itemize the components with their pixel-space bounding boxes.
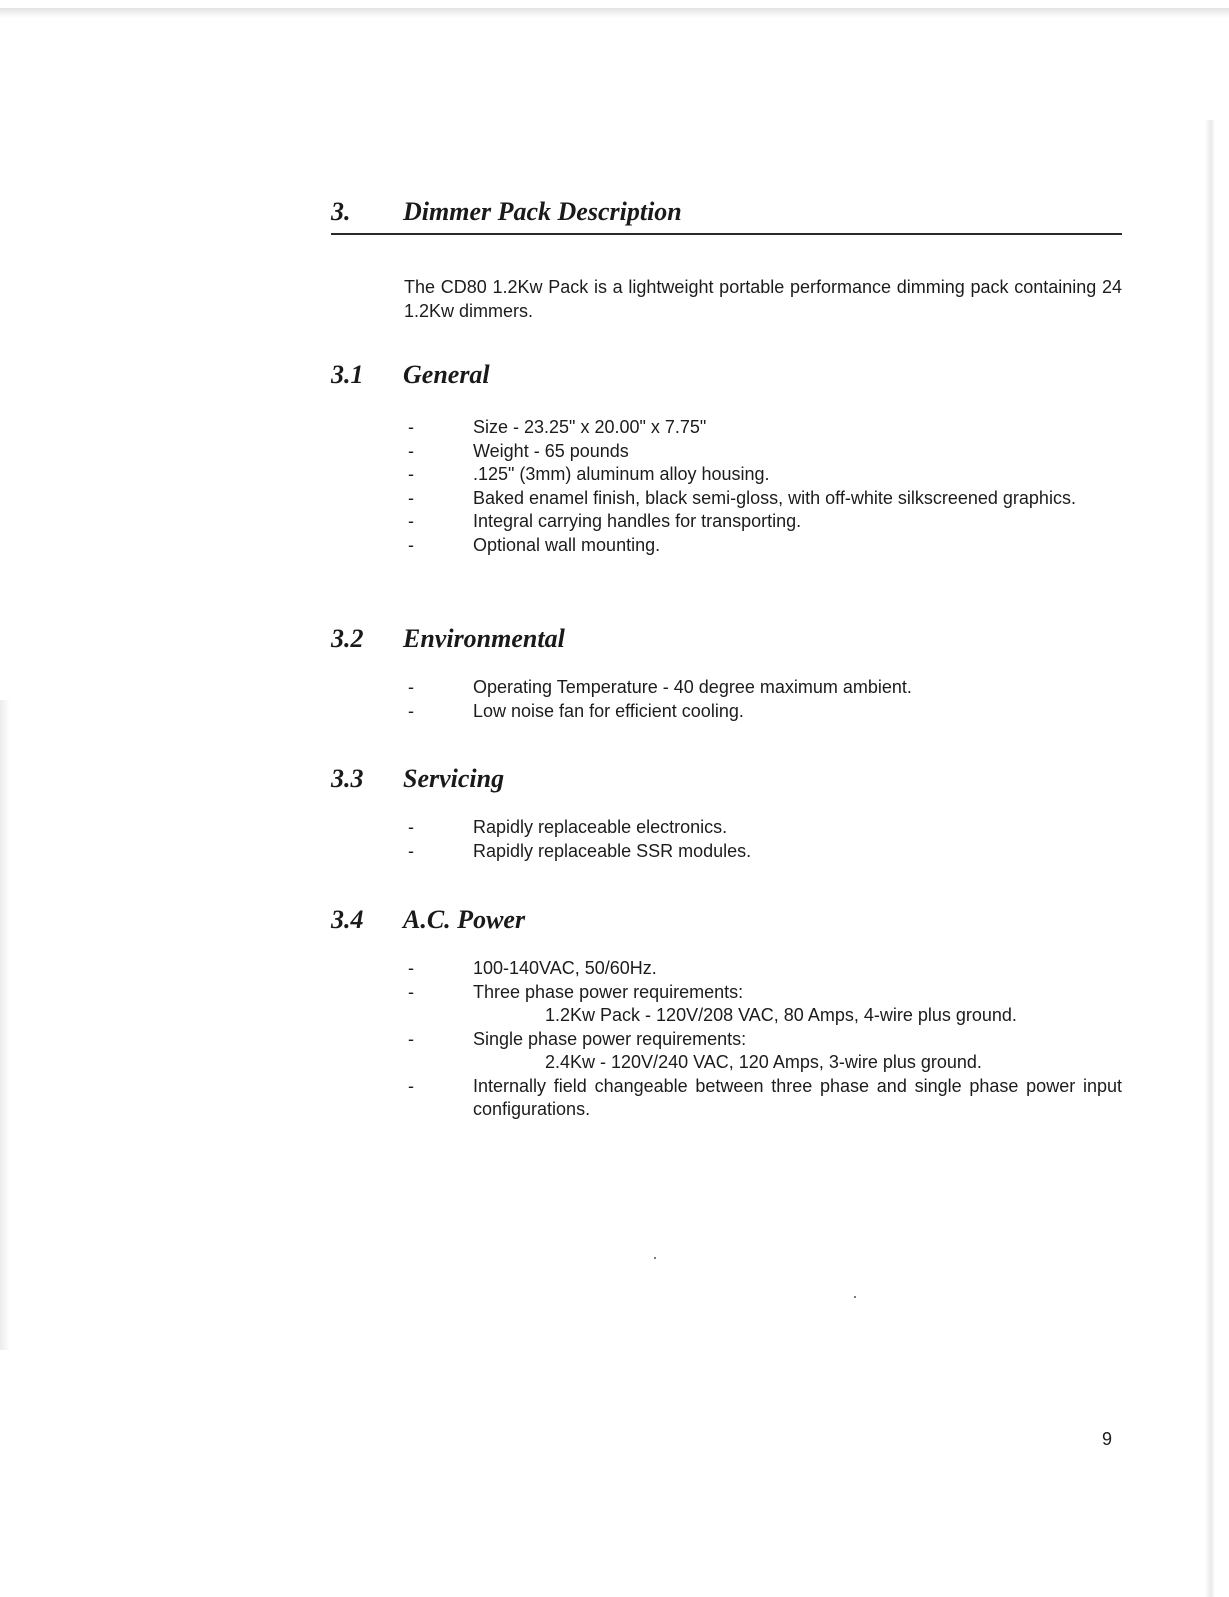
bullet-dash: - (408, 487, 414, 508)
scan-edge-left (0, 700, 10, 1350)
bullet-dash: - (408, 511, 414, 531)
section-number: 3.4 (331, 905, 364, 934)
environmental-list (404, 676, 1122, 723)
section-number: 3.1 (331, 360, 364, 389)
general-list (404, 416, 1122, 557)
bullet-dash: - (408, 981, 414, 1002)
section-number: 3.2 (331, 624, 364, 653)
section-number: 3.3 (331, 764, 364, 793)
bullet-dash: - (408, 440, 414, 461)
scan-edge-right (1205, 120, 1215, 1597)
bullet-dash: - (408, 534, 414, 555)
list-item-text: 100-140VAC, 50/60Hz. (473, 958, 657, 978)
list-item (404, 534, 1122, 558)
list-item-text: .125" (3mm) aluminum alloy housing. (473, 464, 770, 484)
heading-rule (331, 233, 1122, 235)
chapter-number: 3. (331, 197, 351, 226)
list-item (404, 700, 1122, 724)
bullet-dash: - (408, 1028, 414, 1049)
list-item (404, 816, 1122, 840)
list-item (404, 440, 1122, 464)
list-item-text: Internally field changeable between three phase and single phase power input configurations. (473, 1075, 1122, 1119)
scan-speck (654, 1257, 656, 1259)
bullet-dash: - (408, 677, 414, 697)
bullet-dash: - (408, 1075, 414, 1096)
list-item-text: Low noise fan for efficient cooling. (473, 700, 744, 721)
list-item-text: Rapidly replaceable SSR modules. (473, 840, 752, 861)
list-item (404, 957, 1122, 981)
list-item (404, 416, 1122, 440)
bullet-dash: - (408, 417, 414, 437)
list-item (404, 510, 1122, 534)
list-item (404, 463, 1122, 487)
bullet-dash: - (408, 817, 414, 837)
list-item-text: Size - 23.25" x 20.00" x 7.75" (473, 417, 707, 437)
list-item (404, 840, 1122, 864)
list-item (404, 981, 1122, 1028)
list-item-text: Rapidly replaceable electronics. (473, 817, 728, 837)
list-item (404, 1075, 1122, 1122)
section-title: Environmental (403, 624, 565, 653)
list-item-text: Integral carrying handles for transporting. (473, 511, 802, 531)
intro-paragraph: The CD80 1.2Kw Pack is a lightweight portable performance dimming pack containing 24 1.2Kw dimmers. (404, 277, 1122, 321)
list-item-detail: 2.4Kw - 120V/240 VAC, 120 Amps, 3-wire plus ground. (545, 1052, 982, 1072)
list-item-text: Single phase power requirements: (473, 1028, 747, 1049)
section-title: A.C. Power (403, 905, 526, 934)
list-item (404, 487, 1122, 511)
list-item (404, 676, 1122, 700)
list-item (404, 1028, 1122, 1075)
list-item-text: Operating Temperature - 40 degree maximum ambient. (473, 677, 912, 697)
bullet-dash: - (408, 840, 414, 861)
bullet-dash: - (408, 700, 414, 721)
page-number: 9 (1102, 1429, 1113, 1449)
ac-power-list (404, 957, 1122, 1122)
scan-speck (854, 1296, 856, 1298)
servicing-list (404, 816, 1122, 863)
chapter-title: Dimmer Pack Description (403, 197, 682, 226)
list-item-detail: 1.2Kw Pack - 120V/208 VAC, 80 Amps, 4-wire plus ground. (545, 1005, 1017, 1025)
section-title: Servicing (403, 764, 505, 793)
scan-edge-top (0, 8, 1229, 18)
section-title: General (403, 360, 490, 389)
list-item-text: Optional wall mounting. (473, 534, 661, 555)
bullet-dash: - (408, 464, 414, 484)
bullet-dash: - (408, 958, 414, 978)
list-item-text: Three phase power requirements: (473, 981, 744, 1002)
list-item-text: Weight - 65 pounds (473, 440, 629, 461)
list-item-text: Baked enamel finish, black semi-gloss, with off-white silkscreened graphics. (473, 487, 1076, 508)
